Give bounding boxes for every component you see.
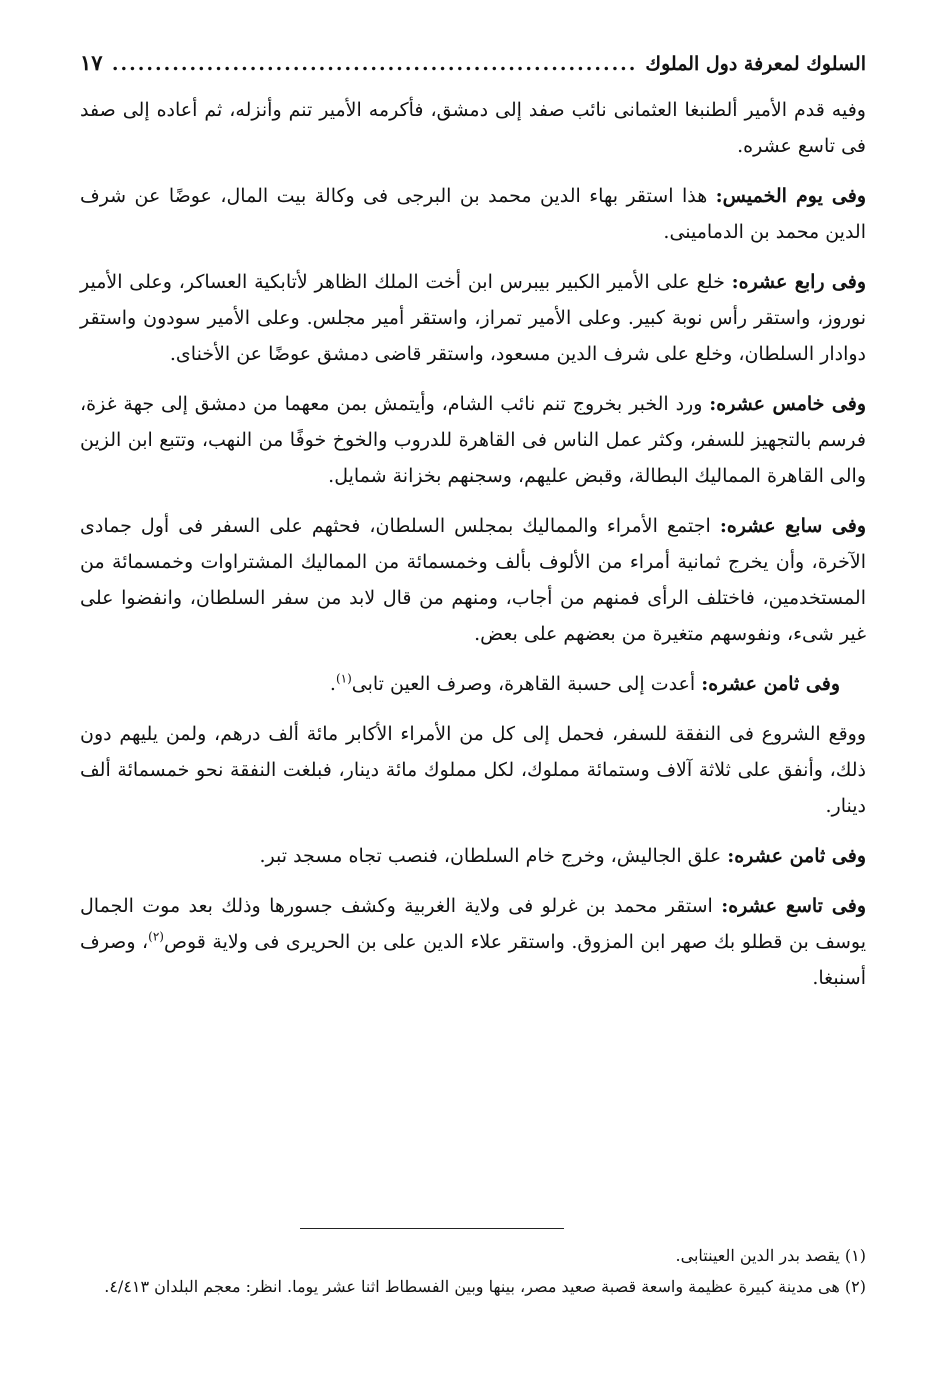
paragraph (80, 264, 866, 372)
footnote: (٢) هى مدينة كبيرة عظيمة واسعة قصبة صعيد مصر، بينها وبين الفسطاط اثنا عشر يوما. انظر: معجم البلدان ٤/٤١٣. (104, 1277, 866, 1296)
paragraph-tail: ، وصرف أسنبغا. (80, 931, 866, 989)
running-header (80, 50, 866, 92)
paragraph-text: هذا استقر بهاء الدين محمد بن البرجى فى وكالة بيت المال، عوضًا عن شرف الدين محمد بن الدمامينى. (80, 185, 866, 243)
paragraph-lead: وفى يوم الخميس: (715, 185, 866, 207)
paragraph (80, 716, 866, 824)
paragraph-text: اجتمع الأمراء والمماليك بمجلس السلطان، فحثهم على السفر فى أول جمادى الآخرة، وأن يخرج ثمانية أمراء من الألوف بألف وخمسمائة من المماليك المشتراوات وخمسمائة من المستخدمين، فاختلف الرأى فمنهم من أجاب، ومنهم من قال لابد من سفر السلطان، وانفضوا على غير شىء، ونفوسهم متغيرة من بعضهم على بعض. (80, 515, 866, 645)
paragraph-lead: وفى تاسع عشره: (721, 895, 866, 917)
paragraph (80, 178, 866, 250)
book-page (80, 50, 866, 996)
paragraph-text: خلع على الأمير الكبير بيبرس ابن أخت الملك الظاهر لأتابكية العساكر، وعلى الأمير نوروز، واستقر رأس نوبة كبير. وعلى الأمير تمراز، واستقر أمير مجلس. وعلى الأمير سودون واستقر دوادار السلطان، وخلع على شرف الدين مسعود، واستقر قاضى دمشق عوضًا عن الأخناى. (80, 271, 866, 365)
paragraph (80, 838, 866, 874)
footnote-reference[interactable]: (٢) (148, 929, 164, 944)
footnote-separator (300, 1228, 564, 1229)
paragraph-text: أعدت إلى حسبة القاهرة، وصرف العين تابى (351, 673, 702, 695)
paragraph-text: استقر محمد بن غرلو فى ولاية الغربية وكشف جسورها وذلك بعد موت الجمال يوسف بن قطلو بك صهر ابن المزوق. واستقر علاء الدين على بن الحريرى فى ولاية قوص (80, 895, 866, 953)
paragraph-lead: وفى سابع عشره: (719, 515, 866, 537)
book-title: السلوك لمعرفة دول الملوك (645, 53, 866, 75)
paragraph-text: علق الجاليش، وخرج خام السلطان، فنصب تجاه مسجد تبر. (259, 845, 728, 867)
paragraph-lead: وفى ثامن عشره: (727, 845, 866, 867)
header-leader-dots (111, 53, 638, 75)
paragraph (80, 92, 866, 164)
paragraph (80, 508, 866, 652)
footnote: (١) يقصد بدر الدين العينتابى. (675, 1246, 866, 1265)
paragraph-tail: . (329, 673, 336, 695)
paragraph-text: ورد الخبر بخروج تنم نائب الشام، وأيتمش بمن معهما من دمشق إلى جهة غزة، فرسم بالتجهيز للسفر، وكثر عمل الناس فى القاهرة للدروب والخوخ خوفًا من النهب، وتتبع ابن الزين والى القاهرة المماليك البطالة، وقبض عليهم، وسجنهم بخزانة شمايل. (80, 393, 866, 487)
paragraph-lead: وفى خامس عشره: (709, 393, 866, 415)
paragraph (80, 386, 866, 494)
footnotes (80, 1240, 866, 1302)
paragraph (80, 666, 866, 702)
paragraph-text: وفيه قدم الأمير ألطنبغا العثمانى نائب صفد إلى دمشق، فأكرمه الأمير تنم وأنزله، ثم أعاده إلى صفد فى تاسع عشره. (80, 99, 866, 157)
paragraph-lead: وفى ثامن عشره: (701, 673, 840, 695)
footnote-reference[interactable]: (١) (335, 671, 352, 686)
paragraph-lead: وفى رابع عشره: (731, 271, 867, 293)
page-number: ١٧ (80, 50, 103, 75)
paragraph (80, 888, 866, 996)
paragraph-text: ووقع الشروع فى النفقة للسفر، فحمل إلى كل من الأمراء الأكابر مائة ألف درهم، ولمن يليهم دون ذلك، وأنفق على ثلاثة آلاف وستمائة مملوك، لكل مملوك مائة دينار، فبلغت النفقة نحو خمسمائة ألف دينار. (80, 723, 866, 817)
